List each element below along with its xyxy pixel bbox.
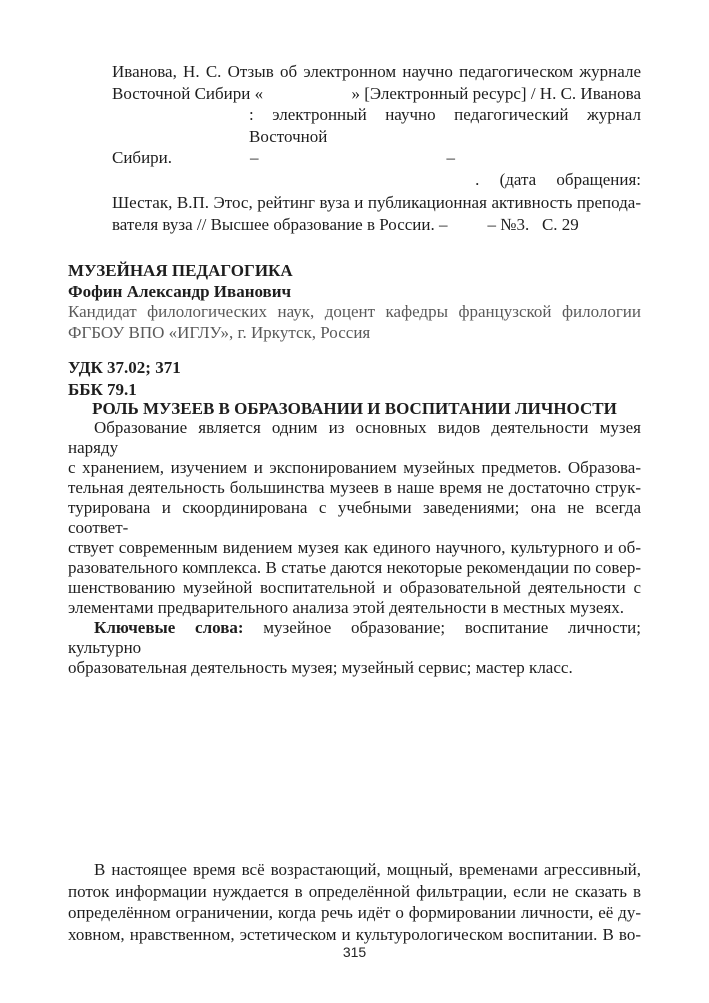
abstract-line: шенствованию музейной воспитательной и образовательной деятельности с (68, 578, 641, 597)
reference-text: » [Электронный ресурс] / Н. С. Иванова (351, 83, 641, 103)
bbk-code: ББК 79.1 (68, 379, 137, 399)
reference-text: – №3. С. 29 (487, 214, 579, 234)
reference-text: : электронный научно педагогический журнал Восточной (249, 105, 641, 146)
author-affiliation: ФГБОУ ВПО «ИГЛУ», г. Иркутск, Россия (68, 322, 371, 342)
reference-line: Иванова, Н. С. Отзыв об электронном научно педагогическом журнале (112, 62, 641, 81)
abstract-line: ствует современным видением музея как единого научного, культурного и об- (68, 538, 641, 557)
keywords-label: Ключевые слова: (94, 618, 244, 637)
reference-line (112, 104, 641, 147)
reference-line: . (дата обращения: (475, 169, 641, 189)
reference-text: Сибири. (112, 148, 173, 167)
keywords-line (68, 618, 641, 658)
abstract (68, 418, 641, 678)
body-line: ховном, нравственном, эстетическом и культурологическом воспитании. В во- (68, 924, 641, 944)
abstract-line: разовательного комплекса. В статье даются некоторые рекомендации по совер- (68, 558, 641, 577)
body-line: В настоящее время всё возрастающий, мощный, временами агрессивный, (94, 860, 641, 879)
reference-line (112, 147, 641, 169)
abstract-line: с хранением, изучением и экспонированием музейных предметов. Образова- (68, 458, 641, 477)
abstract-line: элементами предварительного анализа этой деятельности в местных музеях. (68, 598, 625, 617)
keywords-line: образовательная деятельность музея; музейный сервис; мастер класс. (68, 658, 573, 677)
author-affiliation: Кандидат филологических наук, доцент кафедры французской филологии (68, 302, 641, 322)
article-header (68, 261, 641, 343)
abstract-line: Образование является одним из основных видов деятельности музея наряду (68, 418, 641, 457)
reference-entry-shestak (112, 192, 641, 235)
udk-code: УДК 37.02; 371 (68, 358, 181, 377)
article-title-text: РОЛЬ МУЗЕЕВ В ОБРАЗОВАНИИ И ВОСПИТАНИИ ЛИЧНОСТИ (92, 399, 617, 418)
article-title (68, 398, 641, 420)
author-name: Фофин Александр Иванович (68, 281, 292, 301)
keywords-text: музейное образование; воспитание личности; культурно (68, 618, 641, 657)
section-heading: МУЗЕЙНАЯ ПЕДАГОГИКА (68, 261, 293, 280)
classification-codes (68, 357, 641, 400)
reference-line (112, 83, 641, 105)
reference-line: Шестак, В.П. Этос, рейтинг вуза и публикационная активность препода- (112, 193, 641, 212)
dash: – (250, 148, 259, 167)
body-line: определённом ограничении, когда речь идёт о формировании личности, её ду- (68, 903, 641, 922)
abstract-line: тельная деятельность большинства музеев в наше время не достаточно струк- (68, 478, 641, 497)
reference-text: вателя вуза // Высшее образование в России. – (112, 214, 448, 234)
body-line: поток информации нуждается в определённой фильтрации, если не сказать в (68, 881, 641, 901)
dash: – (446, 148, 456, 167)
abstract-line: турирована и скоординирована с учебными заведениями; она не всегда соответ- (68, 498, 641, 537)
reference-line (112, 214, 641, 236)
reference-entry-ivanova (112, 61, 641, 190)
reference-text: Восточной Сибири « (112, 83, 264, 103)
page-number: 315 (342, 944, 367, 960)
body-paragraph (68, 859, 641, 945)
